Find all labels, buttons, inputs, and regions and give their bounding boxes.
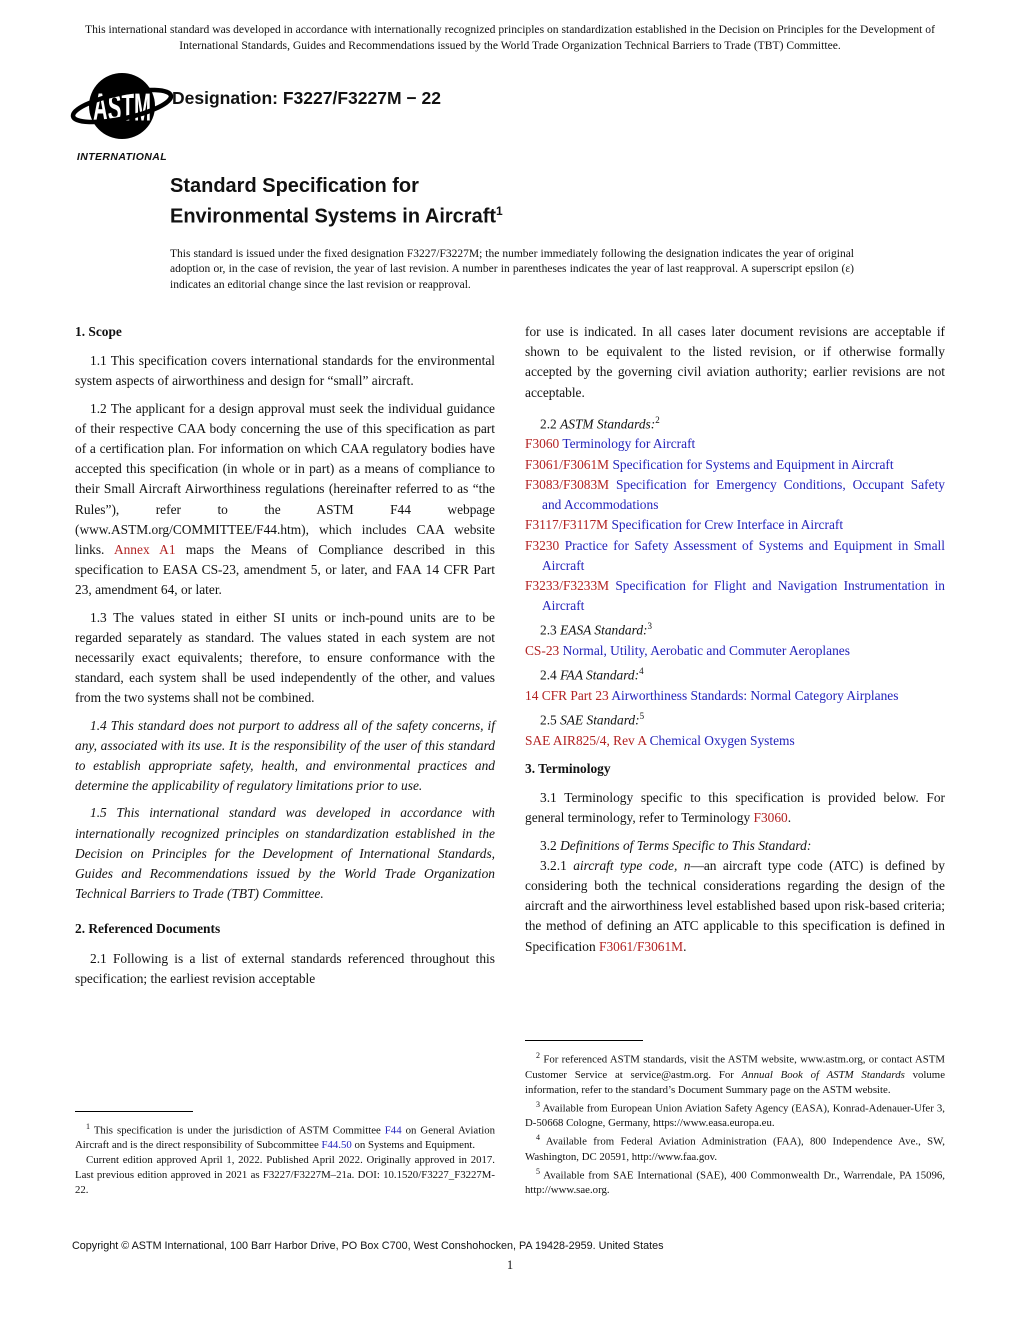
- clause-2-2-num: 2.2: [540, 416, 561, 432]
- footnote-2-text-a: For referenced ASTM standards, visit the ASTM website, www.astm.org, or contact ASTM Customer Service at service@astm.org. For: [525, 1054, 945, 1081]
- f3060-link[interactable]: F3060: [753, 810, 788, 826]
- astm-logo: [68, 68, 176, 163]
- clause-1-2-text-b: maps the Means of Compliance described in this specification to EASA CS-23, amendment 5, or later, and FAA 14 CFR Part 23, amendment 64, or later.: [75, 542, 495, 598]
- clause-3-2-1: [525, 856, 945, 957]
- clause-2-2-title: ASTM Standards:: [560, 416, 656, 432]
- title-line1: Standard Specification for: [170, 175, 419, 197]
- standard-title-link[interactable]: Practice for Safety Assessment of Systems and Equipment in Small Aircraft: [542, 537, 945, 573]
- standard-title-link[interactable]: Specification for Emergency Conditions, Occupant Safety and Accommodations: [542, 476, 945, 513]
- standard-title-link[interactable]: Normal, Utility, Aerobatic and Commuter Aeroplanes: [559, 642, 850, 658]
- clause-2-1: 2.1 Following is a list of external standards referenced throughout this specification; the earliest revision acceptable: [75, 950, 495, 986]
- clause-2-3-num: 2.3: [540, 622, 561, 638]
- clause-2-5-heading: [525, 706, 945, 731]
- clause-2-5-num: 2.5: [540, 712, 561, 728]
- clause-2-3-title: EASA Standard:: [560, 622, 648, 638]
- footnote-divider: [525, 1040, 643, 1041]
- astm-logo-text: ASTM: [93, 86, 151, 130]
- standard-designation-link[interactable]: CS-23: [525, 642, 560, 658]
- clause-2-4-heading: [525, 661, 945, 686]
- clause-1-2: [75, 399, 495, 601]
- f3061-link[interactable]: F3061/F3061M: [599, 938, 684, 954]
- section-1-heading: 1. Scope: [75, 324, 122, 339]
- footnote-5: [525, 1165, 945, 1198]
- footnote-3: [525, 1098, 945, 1131]
- section-3-heading: 3. Terminology: [525, 760, 611, 776]
- clause-1-5: 1.5 This international standard was developed in accordance with internationally recognized principles on standardization established in the Decision on Principles for the Development of International Standards, Guides and Recommendations issued by the World Trade Organization Technical Barriers to Trade (TBT) Committee.: [75, 805, 495, 902]
- clause-1-1: 1.1 This specification covers international standards for the environmental system aspects of airworthiness and design for “small” aircraft.: [75, 353, 495, 389]
- clause-2-2-heading: [525, 410, 945, 435]
- standard-designation-link[interactable]: 14 CFR Part 23: [525, 687, 609, 703]
- page-number: 1: [506, 1258, 514, 1272]
- reference-entry: [525, 536, 945, 576]
- footnote-1-text-a: This specification is under the jurisdiction of ASTM Committee: [90, 1124, 385, 1137]
- footnote-1-text-c: on Systems and Equipment.: [351, 1139, 476, 1152]
- standard-title-link[interactable]: Terminology for Aircraft: [559, 436, 696, 452]
- title-footnote-ref[interactable]: 1: [496, 204, 503, 218]
- clause-3-2-1-num: 3.2.1: [540, 857, 574, 873]
- clause-3-1-text-b: .: [787, 810, 792, 826]
- clause-3-2-1-text-b: .: [683, 938, 687, 954]
- designation-label: Designation: F3227/F3227M − 22: [172, 88, 441, 108]
- clause-3-2-heading: [525, 836, 945, 856]
- section-2-heading: 2. Referenced Documents: [75, 921, 221, 937]
- clause-3-2-1-text-a: —an aircraft type code (ATC) is defined by considering both the technical considerations regarding the design of the aircraft and the airworthiness level established based upon risk-based criteria; the method of defining an ATC applicable to this specification is defined in Specification: [525, 857, 945, 954]
- footnote-5-text: Available from SAE International (SAE), 400 Commonwealth Dr., Warrendale, PA 15096, http://www.sae.org.: [525, 1169, 945, 1197]
- standard-designation-link[interactable]: F3233/F3233M: [525, 577, 610, 593]
- title-line2: Environmental Systems in Aircraft: [170, 205, 497, 228]
- footnote-1: [75, 1120, 495, 1153]
- clause-2-5-title: SAE Standard:: [560, 712, 640, 728]
- subcommittee-f44-50-link[interactable]: F44.50: [321, 1139, 352, 1152]
- footnote-2-text-b: volume information, refer to the standard’s Document Summary page on the ASTM website.: [525, 1068, 945, 1096]
- standard-title-link[interactable]: Airworthiness Standards: Normal Category Airplanes: [608, 687, 899, 703]
- clause-2-3-heading: [525, 616, 945, 641]
- clause-1-4: 1.4 This standard does not purport to address all of the safety concerns, if any, associated with its use. It is the responsibility of the user of this standard to establish appropriate safety, health, and environmental practices and determine the applicability of regulatory limitations prior to use.: [75, 717, 495, 794]
- clause-2-1-continued: for use is indicated. In all cases later document revisions are acceptable if shown to be equivalent to the listed revision, or if otherwise formally accepted by the governing civil aviation authority; earlier revisions are not acceptable.: [525, 324, 945, 400]
- clause-3-1: [525, 788, 945, 828]
- clause-3-2-title: Definitions of Terms Specific to This Standard:: [560, 837, 812, 853]
- left-column: [75, 322, 495, 1198]
- document-body: [75, 322, 945, 1198]
- reference-entry: [525, 455, 945, 475]
- footnote-5-ref[interactable]: 5: [639, 711, 645, 722]
- standard-title-link[interactable]: Specification for Systems and Equipment in Aircraft: [609, 456, 894, 472]
- committee-f44-link[interactable]: F44: [384, 1124, 402, 1137]
- clause-3-1-text-a: 3.1 Terminology specific to this specification is provided below. For general terminology, refer to Terminology: [525, 790, 945, 826]
- footnote-4: [525, 1131, 945, 1164]
- footnote-divider: [75, 1111, 193, 1112]
- right-footnotes: [525, 1040, 945, 1198]
- standard-title-link[interactable]: Specification for Flight and Navigation Instrumentation in Aircraft: [542, 577, 945, 614]
- clause-2-4-title: FAA Standard:: [560, 667, 640, 683]
- standard-designation-link[interactable]: F3083/F3083M: [525, 476, 610, 492]
- copyright-line: Copyright © ASTM International, 100 Barr Harbor Drive, PO Box C700, West Conshohocken, PA 19428-2959. United States: [72, 1240, 664, 1252]
- footnote-2-marker: 2: [536, 1051, 540, 1061]
- clause-3-2-num: 3.2: [540, 837, 561, 853]
- standard-designation-link[interactable]: SAE AIR825/4, Rev A: [525, 732, 647, 748]
- footnote-2: [525, 1049, 945, 1097]
- footnote-4-text: Available from Federal Aviation Administration (FAA), 800 Independence Ave., SW, Washington, DC 20591, http://www.faa.gov.: [525, 1135, 945, 1163]
- footnote-3-marker: 3: [536, 1099, 540, 1109]
- standard-designation-link[interactable]: F3117/F3117M: [525, 517, 609, 533]
- clause-2-4-num: 2.4: [540, 667, 561, 683]
- clause-1-3: 1.3 The values stated in either SI units or inch-pound units are to be regarded separately as standard. The values stated in each system are not necessarily exact equivalents; therefore, to ensure conformance with the standard, each system shall be used independently of the other, and values from the two systems shall not be combined.: [75, 609, 495, 706]
- standard-designation-link[interactable]: F3230: [525, 537, 560, 553]
- reference-entry: [525, 686, 945, 706]
- astm-logo-subtitle: INTERNATIONAL: [76, 151, 168, 163]
- reference-entry: [525, 641, 945, 661]
- footnote-4-marker: 4: [536, 1133, 540, 1143]
- issue-note: This standard is issued under the fixed designation F3227/F3227M; the number immediately following the designation indicates the year of original adoption or, in the case of revision, the year of last revision. A number in parentheses indicates the year of last reapproval. A superscript epsilon (ε) indicates an editorial change since the last revision or reapproval.: [170, 248, 854, 291]
- wto-disclaimer: This international standard was developed in accordance with internationally recognized principles on standardization established in the Decision on Principles for the Development of International Standards, Guides and Recommendations issued by the World Trade Organization Technical Barriers to Trade (TBT) Committee.: [85, 23, 935, 52]
- standard-title-link[interactable]: Specification for Crew Interface in Aircraft: [608, 517, 844, 533]
- standard-title-link[interactable]: Chemical Oxygen Systems: [646, 732, 795, 748]
- reference-entry: [525, 515, 945, 535]
- astm-globe-icon: [70, 68, 174, 150]
- reference-entry: [525, 576, 945, 616]
- standard-designation-link[interactable]: F3061/F3061M: [525, 456, 610, 472]
- footnote-3-ref[interactable]: 3: [647, 621, 652, 632]
- footnote-1-edition-note: Current edition approved April 1, 2022. Published April 2022. Originally approved in 2017. Last previous edition approved in 2021 as F3227/F3227M–21a. DOI: 10.1520/F3227_F3227M-22.: [75, 1154, 495, 1197]
- clause-1-2-text-a: 1.2 The applicant for a design approval must seek the individual guidance of their respective CAA body concerning the use of this specification as part of a certification plan. For information on which CAA regulatory bodies have accepted this specification (in whole or in part) as a means of compliance to their Small Aircraft Airworthiness regulations (hereinafter referred to as “the Rules”), refer to the ASTM F44 webpage (www.ASTM.org/COMMITTEE/F44.htm), which includes CAA website links.: [75, 400, 495, 558]
- annex-a1-link[interactable]: Annex A1: [113, 542, 176, 558]
- footnote-1-text-b: on General Aviation Aircraft and is the direct responsibility of Subcommittee: [75, 1124, 495, 1152]
- footnote-2-book-title: Annual Book of ASTM Standards: [741, 1068, 905, 1081]
- reference-entry: [525, 434, 945, 454]
- document-title: [170, 174, 770, 230]
- footnote-3-text: Available from European Union Aviation Safety Agency (EASA), Konrad-Adenauer-Ufer 3, D-50668 Cologne, Germany, https://www.easa.europa.eu.: [525, 1102, 945, 1130]
- left-footnotes: [75, 1111, 495, 1198]
- reference-entry: [525, 475, 945, 515]
- standard-designation-link[interactable]: F3060: [525, 436, 560, 452]
- footnote-2-ref[interactable]: 2: [655, 414, 660, 425]
- reference-entry: [525, 731, 945, 751]
- clause-3-2-1-term: aircraft type code, n: [573, 857, 691, 873]
- footnote-4-ref[interactable]: 4: [639, 666, 644, 677]
- right-column: [525, 322, 945, 1198]
- footnote-1-marker: 1: [86, 1121, 90, 1131]
- footnote-5-marker: 5: [536, 1166, 540, 1176]
